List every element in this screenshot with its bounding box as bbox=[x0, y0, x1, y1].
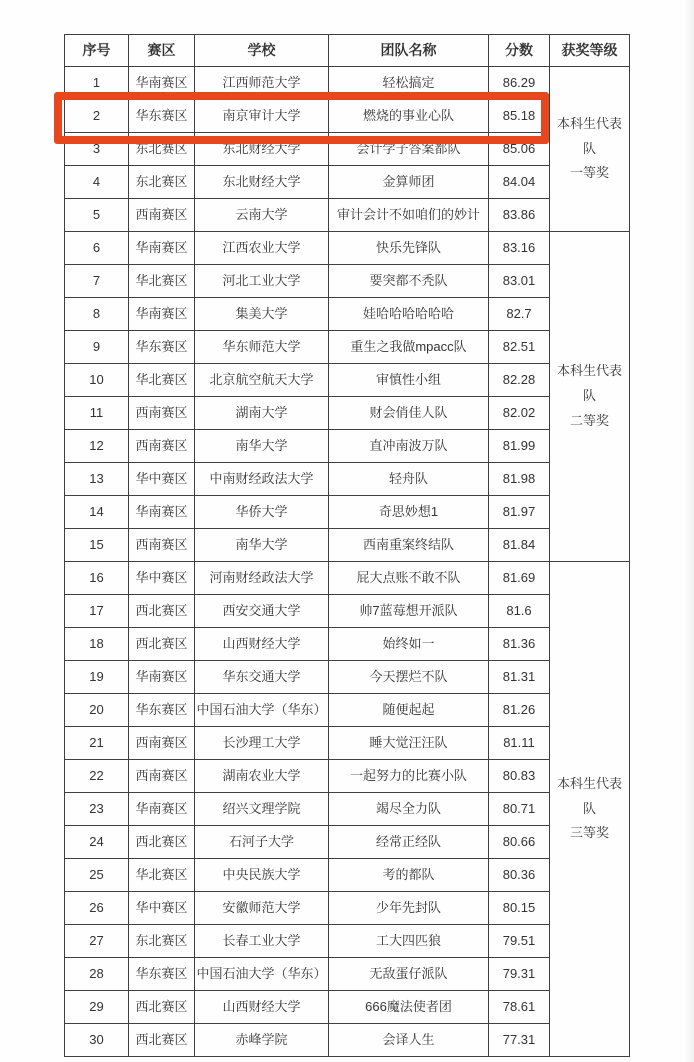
table-row bbox=[65, 925, 630, 958]
cell-score: 83.16 bbox=[489, 232, 550, 265]
cell-school: 南华大学 bbox=[195, 430, 329, 463]
cell-team: 工大四匹狼 bbox=[329, 925, 489, 958]
cell-score: 80.66 bbox=[489, 826, 550, 859]
cell-school: 南华大学 bbox=[195, 529, 329, 562]
cell-score: 79.51 bbox=[489, 925, 550, 958]
cell-school: 中国石油大学（华东） bbox=[195, 958, 329, 991]
cell-no: 5 bbox=[65, 199, 129, 232]
cell-team: 会译人生 bbox=[329, 1024, 489, 1057]
table-row bbox=[65, 331, 630, 364]
cell-region: 华南赛区 bbox=[129, 232, 195, 265]
table-row bbox=[65, 1024, 630, 1057]
table-row bbox=[65, 562, 630, 595]
table-row bbox=[65, 958, 630, 991]
cell-score: 78.61 bbox=[489, 991, 550, 1024]
cell-no: 8 bbox=[65, 298, 129, 331]
cell-no: 2 bbox=[65, 100, 129, 133]
cell-score: 82.51 bbox=[489, 331, 550, 364]
cell-team: 金算师团 bbox=[329, 166, 489, 199]
table-row bbox=[65, 892, 630, 925]
cell-no: 13 bbox=[65, 463, 129, 496]
cell-score: 81.26 bbox=[489, 694, 550, 727]
cell-school: 中国石油大学（华东） bbox=[195, 694, 329, 727]
cell-no: 28 bbox=[65, 958, 129, 991]
cell-region: 华北赛区 bbox=[129, 265, 195, 298]
cell-no: 11 bbox=[65, 397, 129, 430]
cell-school: 湖南大学 bbox=[195, 397, 329, 430]
cell-score: 81.6 bbox=[489, 595, 550, 628]
cell-team: 少年先封队 bbox=[329, 892, 489, 925]
table-row bbox=[65, 496, 630, 529]
cell-region: 华东赛区 bbox=[129, 694, 195, 727]
cell-no: 21 bbox=[65, 727, 129, 760]
table-row bbox=[65, 397, 630, 430]
award-cell: 本科生代表队 三等奖 bbox=[550, 562, 630, 1057]
cell-team: 会计学子答案都队 bbox=[329, 133, 489, 166]
cell-region: 华南赛区 bbox=[129, 298, 195, 331]
cell-school: 西安交通大学 bbox=[195, 595, 329, 628]
col-header-school: 学校 bbox=[195, 35, 329, 67]
cell-region: 西南赛区 bbox=[129, 760, 195, 793]
cell-team: 直冲南波万队 bbox=[329, 430, 489, 463]
cell-school: 东北财经大学 bbox=[195, 166, 329, 199]
cell-no: 16 bbox=[65, 562, 129, 595]
cell-region: 华东赛区 bbox=[129, 958, 195, 991]
cell-school: 长沙理工大学 bbox=[195, 727, 329, 760]
cell-team: 重生之我做mpacc队 bbox=[329, 331, 489, 364]
cell-no: 26 bbox=[65, 892, 129, 925]
table-row bbox=[65, 826, 630, 859]
cell-region: 西北赛区 bbox=[129, 826, 195, 859]
cell-region: 东北赛区 bbox=[129, 166, 195, 199]
cell-team: 审慎性小组 bbox=[329, 364, 489, 397]
cell-school: 湖南农业大学 bbox=[195, 760, 329, 793]
award-cell: 本科生代表队 一等奖 bbox=[550, 67, 630, 232]
table-row bbox=[65, 991, 630, 1024]
cell-region: 华中赛区 bbox=[129, 463, 195, 496]
cell-team: 始终如一 bbox=[329, 628, 489, 661]
cell-school: 河南财经政法大学 bbox=[195, 562, 329, 595]
table-row bbox=[65, 529, 630, 562]
cell-no: 25 bbox=[65, 859, 129, 892]
cell-team: 666魔法使者团 bbox=[329, 991, 489, 1024]
cell-score: 84.04 bbox=[489, 166, 550, 199]
cell-region: 华中赛区 bbox=[129, 562, 195, 595]
cell-school: 集美大学 bbox=[195, 298, 329, 331]
cell-region: 华中赛区 bbox=[129, 892, 195, 925]
cell-school: 山西财经大学 bbox=[195, 628, 329, 661]
cell-team: 审计会计不如咱们的妙计 bbox=[329, 199, 489, 232]
cell-score: 81.98 bbox=[489, 463, 550, 496]
cell-score: 83.86 bbox=[489, 199, 550, 232]
cell-school: 河北工业大学 bbox=[195, 265, 329, 298]
cell-no: 14 bbox=[65, 496, 129, 529]
cell-school: 石河子大学 bbox=[195, 826, 329, 859]
award-cell: 本科生代表队 二等奖 bbox=[550, 232, 630, 562]
cell-region: 华南赛区 bbox=[129, 496, 195, 529]
table-row bbox=[65, 364, 630, 397]
cell-school: 赤峰学院 bbox=[195, 1024, 329, 1057]
cell-score: 83.01 bbox=[489, 265, 550, 298]
cell-team: 帅7蓝莓想开派队 bbox=[329, 595, 489, 628]
table-row bbox=[65, 727, 630, 760]
cell-no: 12 bbox=[65, 430, 129, 463]
cell-no: 30 bbox=[65, 1024, 129, 1057]
table-row bbox=[65, 694, 630, 727]
cell-team: 无敌蛋仔派队 bbox=[329, 958, 489, 991]
cell-score: 80.71 bbox=[489, 793, 550, 826]
cell-team: 睡大觉汪汪队 bbox=[329, 727, 489, 760]
table-row bbox=[65, 199, 630, 232]
cell-score: 81.84 bbox=[489, 529, 550, 562]
cell-score: 81.11 bbox=[489, 727, 550, 760]
cell-team: 一起努力的比赛小队 bbox=[329, 760, 489, 793]
cell-no: 4 bbox=[65, 166, 129, 199]
cell-team: 随便起起 bbox=[329, 694, 489, 727]
table-row bbox=[65, 133, 630, 166]
cell-score: 79.31 bbox=[489, 958, 550, 991]
cell-score: 85.06 bbox=[489, 133, 550, 166]
cell-no: 6 bbox=[65, 232, 129, 265]
table-row bbox=[65, 793, 630, 826]
cell-school: 中央民族大学 bbox=[195, 859, 329, 892]
cell-school: 山西财经大学 bbox=[195, 991, 329, 1024]
cell-score: 81.36 bbox=[489, 628, 550, 661]
cell-region: 西南赛区 bbox=[129, 430, 195, 463]
col-header-region: 赛区 bbox=[129, 35, 195, 67]
cell-no: 3 bbox=[65, 133, 129, 166]
cell-score: 82.28 bbox=[489, 364, 550, 397]
cell-school: 华东交通大学 bbox=[195, 661, 329, 694]
cell-school: 中南财经政法大学 bbox=[195, 463, 329, 496]
table-row bbox=[65, 463, 630, 496]
cell-score: 82.02 bbox=[489, 397, 550, 430]
cell-no: 10 bbox=[65, 364, 129, 397]
cell-score: 81.97 bbox=[489, 496, 550, 529]
cell-no: 7 bbox=[65, 265, 129, 298]
cell-no: 1 bbox=[65, 67, 129, 100]
cell-no: 23 bbox=[65, 793, 129, 826]
cell-region: 华北赛区 bbox=[129, 859, 195, 892]
header-row bbox=[65, 35, 630, 67]
cell-no: 27 bbox=[65, 925, 129, 958]
cell-region: 东北赛区 bbox=[129, 925, 195, 958]
cell-score: 81.31 bbox=[489, 661, 550, 694]
table-row bbox=[65, 430, 630, 463]
cell-no: 15 bbox=[65, 529, 129, 562]
cell-team: 经常正经队 bbox=[329, 826, 489, 859]
cell-school: 北京航空航天大学 bbox=[195, 364, 329, 397]
cell-school: 长春工业大学 bbox=[195, 925, 329, 958]
cell-score: 80.83 bbox=[489, 760, 550, 793]
cell-school: 江西师范大学 bbox=[195, 67, 329, 100]
cell-region: 华南赛区 bbox=[129, 67, 195, 100]
cell-school: 南京审计大学 bbox=[195, 100, 329, 133]
cell-no: 18 bbox=[65, 628, 129, 661]
table-row bbox=[65, 298, 630, 331]
cell-no: 9 bbox=[65, 331, 129, 364]
cell-team: 竭尽全力队 bbox=[329, 793, 489, 826]
cell-team: 轻舟队 bbox=[329, 463, 489, 496]
table-row bbox=[65, 859, 630, 892]
cell-region: 华南赛区 bbox=[129, 793, 195, 826]
cell-score: 80.15 bbox=[489, 892, 550, 925]
cell-score: 86.29 bbox=[489, 67, 550, 100]
cell-region: 西北赛区 bbox=[129, 1024, 195, 1057]
table-row bbox=[65, 67, 630, 100]
page-edge-shadow bbox=[684, 0, 694, 1062]
cell-school: 安徽师范大学 bbox=[195, 892, 329, 925]
cell-score: 80.36 bbox=[489, 859, 550, 892]
cell-region: 西南赛区 bbox=[129, 397, 195, 430]
cell-team: 快乐先锋队 bbox=[329, 232, 489, 265]
cell-school: 云南大学 bbox=[195, 199, 329, 232]
cell-no: 24 bbox=[65, 826, 129, 859]
cell-team: 考的都队 bbox=[329, 859, 489, 892]
cell-school: 绍兴文理学院 bbox=[195, 793, 329, 826]
cell-no: 19 bbox=[65, 661, 129, 694]
cell-region: 西南赛区 bbox=[129, 727, 195, 760]
cell-school: 江西农业大学 bbox=[195, 232, 329, 265]
cell-region: 西南赛区 bbox=[129, 199, 195, 232]
col-header-award: 获奖等级 bbox=[550, 35, 630, 67]
cell-region: 华南赛区 bbox=[129, 661, 195, 694]
cell-score: 81.99 bbox=[489, 430, 550, 463]
cell-score: 82.7 bbox=[489, 298, 550, 331]
cell-region: 华东赛区 bbox=[129, 331, 195, 364]
table-row bbox=[65, 232, 630, 265]
cell-team: 西南重案终结队 bbox=[329, 529, 489, 562]
cell-region: 西北赛区 bbox=[129, 628, 195, 661]
cell-team: 奇思妙想1 bbox=[329, 496, 489, 529]
col-header-no: 序号 bbox=[65, 35, 129, 67]
cell-region: 华东赛区 bbox=[129, 100, 195, 133]
cell-team: 燃烧的事业心队 bbox=[329, 100, 489, 133]
cell-team: 屁大点账不敢不队 bbox=[329, 562, 489, 595]
cell-no: 29 bbox=[65, 991, 129, 1024]
cell-score: 77.31 bbox=[489, 1024, 550, 1057]
cell-score: 81.69 bbox=[489, 562, 550, 595]
col-header-score: 分数 bbox=[489, 35, 550, 67]
cell-no: 22 bbox=[65, 760, 129, 793]
cell-no: 20 bbox=[65, 694, 129, 727]
cell-region: 西北赛区 bbox=[129, 991, 195, 1024]
cell-school: 华侨大学 bbox=[195, 496, 329, 529]
cell-region: 西南赛区 bbox=[129, 529, 195, 562]
col-header-team: 团队名称 bbox=[329, 35, 489, 67]
cell-no: 17 bbox=[65, 595, 129, 628]
cell-team: 财会俏佳人队 bbox=[329, 397, 489, 430]
cell-team: 娃哈哈哈哈哈哈 bbox=[329, 298, 489, 331]
table-row bbox=[65, 628, 630, 661]
table-row bbox=[65, 100, 630, 133]
cell-school: 华东师范大学 bbox=[195, 331, 329, 364]
cell-team: 要突都不秃队 bbox=[329, 265, 489, 298]
table-body bbox=[65, 67, 630, 1057]
table-row bbox=[65, 265, 630, 298]
cell-team: 轻松搞定 bbox=[329, 67, 489, 100]
table-row bbox=[65, 166, 630, 199]
cell-region: 东北赛区 bbox=[129, 133, 195, 166]
cell-school: 东北财经大学 bbox=[195, 133, 329, 166]
ranking-table bbox=[64, 34, 630, 1057]
table-row bbox=[65, 760, 630, 793]
cell-region: 华北赛区 bbox=[129, 364, 195, 397]
cell-score: 85.18 bbox=[489, 100, 550, 133]
cell-region: 西北赛区 bbox=[129, 595, 195, 628]
table-row bbox=[65, 595, 630, 628]
cell-team: 今天摆烂不队 bbox=[329, 661, 489, 694]
table-row bbox=[65, 661, 630, 694]
